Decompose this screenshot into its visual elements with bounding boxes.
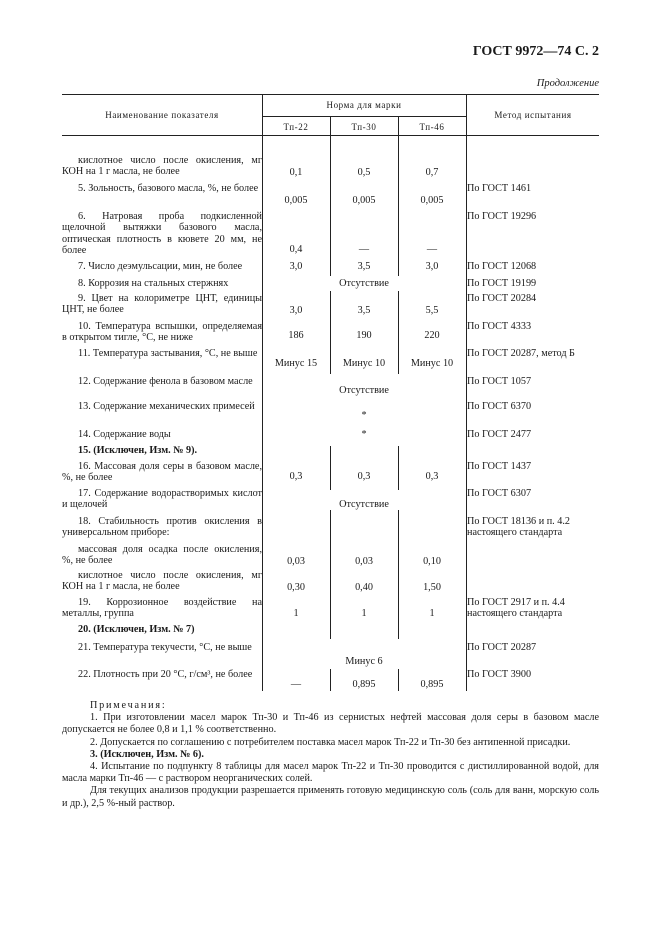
table-cell: 0,40 (355, 582, 373, 593)
table-cell-merged: Минус 6 (345, 656, 383, 667)
table-cell-method: По ГОСТ 20287, метод Б (467, 348, 575, 359)
table-cell-merged: Отсутствие (339, 278, 389, 289)
table-row-name: 14. Содержание воды (78, 429, 171, 440)
table-row-name: 11. Температура застывания, °С, не выше (78, 348, 258, 359)
col-norm-header: Норма для марки (326, 100, 402, 110)
table-cell: 1 (429, 608, 435, 619)
table-cell-method: По ГОСТ 12068 (467, 261, 537, 272)
page-title: ГОСТ 9972—74 С. 2 (472, 44, 599, 59)
table-cell-method: По ГОСТ 6370 (467, 401, 532, 412)
table-cell: Минус 10 (410, 358, 454, 369)
table-cell-merged: Отсутствие (339, 385, 389, 396)
table-cell: — (290, 679, 302, 690)
table-cell: 1 (361, 608, 367, 619)
col-indicator-header: Наименование показателя (105, 110, 219, 120)
table-cell: 0,3 (289, 471, 303, 482)
table-cell-method: По ГОСТ 19199 (467, 278, 537, 289)
col-method-header: Метод испытания (494, 110, 572, 120)
note-item: 2. Допускается по соглашению с потребителем поставка масел марок Тп-22 и Тп-30 без антипенной присадки. (90, 736, 571, 748)
table-cell: 0,005 (352, 195, 376, 206)
table-cell: 0,03 (355, 556, 373, 567)
table-cell-method: По ГОСТ 6307 (467, 488, 532, 499)
table-cell: 0,005 (420, 195, 444, 206)
table-cell: 0,4 (289, 244, 303, 255)
table-cell-method: По ГОСТ 20287 (467, 642, 537, 653)
table-cell: Минус 15 (274, 358, 318, 369)
table-cell: 3,5 (357, 261, 371, 272)
table-cell: 0,3 (425, 471, 439, 482)
table-cell-method: По ГОСТ 3900 (467, 669, 532, 680)
table-row-name: 9. Цвет на колориметре ЦНТ, единицы ЦНТ, не более (62, 293, 262, 316)
table-row-name: 6. Натровая проба подкисленной щелочной вытяжки базового масла, оптическая плотность в кювете 20 мм, не более (62, 211, 262, 257)
table-cell: 0,03 (287, 556, 305, 567)
table-cell: 1 (293, 608, 299, 619)
table-row-name: массовая доля осадка после окисления, %, не более (62, 544, 262, 567)
table-cell-method: По ГОСТ 1437 (467, 461, 532, 472)
table-row-name: 8. Коррозия на стальных стержнях (78, 278, 229, 289)
table-row-name: 19. Коррозионное воздействие на металлы, группа (62, 597, 262, 620)
table-cell: 0,895 (420, 679, 444, 690)
data-table (62, 94, 599, 691)
table-cell-method: По ГОСТ 19296 (467, 211, 537, 222)
table-cell: 1,50 (423, 582, 441, 593)
table-cell: 0,1 (289, 167, 303, 178)
table-row-name: 12. Содержание фенола в базовом масле (78, 376, 253, 387)
table-row-name: 10. Температура вспышки, определяемая в открытом тигле, °С, не ниже (62, 321, 262, 344)
table-row-name: 7. Число деэмульсации, мин, не более (78, 261, 243, 272)
table-row-name: кислотное число после окисления, мг КОН на 1 г масла, не более (62, 155, 262, 178)
table-row-name: 22. Плотность при 20 °С, г/см³, не более (78, 669, 253, 680)
table-cell-method: По ГОСТ 4333 (467, 321, 532, 332)
table-cell: 3,0 (289, 305, 303, 316)
table-cell: Минус 10 (342, 358, 386, 369)
col-grade-2: Тп-30 (351, 122, 377, 132)
table-cell: 0,30 (287, 582, 305, 593)
table-cell: 0,3 (357, 471, 371, 482)
table-cell: — (426, 244, 438, 255)
table-cell-merged: * (361, 429, 367, 440)
table-cell: 190 (356, 330, 372, 341)
table-cell: 186 (288, 330, 304, 341)
table-cell-method: По ГОСТ 1461 (467, 183, 532, 194)
notes-heading: Примечания: (90, 700, 167, 711)
table-cell-method: По ГОСТ 18136 и п. 4.2 настоящего стандарта (467, 516, 570, 539)
table-cell: 220 (424, 330, 440, 341)
notes-section (62, 700, 599, 810)
col-grade-3: Тп-46 (419, 122, 445, 132)
table-cell: 0,5 (357, 167, 371, 178)
col-grade-1: Тп-22 (283, 122, 309, 132)
table-cell: 0,895 (352, 679, 376, 690)
table-cell-method: По ГОСТ 2917 и п. 4.4 настоящего стандарта (467, 597, 565, 620)
table-cell-merged: Отсутствие (339, 499, 389, 510)
table-row-name: 15. (Исключен, Изм. № 9). (78, 445, 198, 456)
note-item: Для текущих анализов продукции разрешается применять готовую медицинскую соль (соль для ванн, морскую соль и др.), 2,5 %-ный раствор. (62, 785, 599, 809)
table-cell-method: По ГОСТ 2477 (467, 429, 532, 440)
table-cell: 3,0 (289, 261, 303, 272)
note-item: 3. (Исключен, Изм. № 6). (90, 748, 204, 760)
continued-label: Продолжение (536, 78, 599, 89)
page-header (0, 0, 661, 100)
note-item: 4. Испытание по подпункту 8 таблицы для масел марок Тп-22 и Тп-30 проводится с дистиллированной водой, для масла марки Тп-46 — с раствором неорганических солей. (62, 761, 599, 785)
table-row-name: 18. Стабильность против окисления в универсальном приборе: (62, 516, 262, 539)
table-cell-merged: * (361, 410, 367, 421)
table-row-name: 13. Содержание механических примесей (78, 401, 255, 412)
table-row-name: 17. Содержание водорастворимых кислот и щелочей (62, 488, 262, 511)
table-row-name: кислотное число после окисления, мг КОН на 1 г масла, не более (62, 570, 262, 593)
note-item: 1. При изготовлении масел марок Тп-30 и Тп-46 из сернистых нефтей массовая доля серы в базовом масле допускается не более 0,8 и 1,1 % соответственно. (62, 712, 599, 736)
table-row-name: 16. Массовая доля серы в базовом масле, %, не более (62, 461, 262, 484)
table-cell: — (358, 244, 370, 255)
table-cell-method: По ГОСТ 20284 (467, 293, 537, 304)
table-cell: 3,0 (425, 261, 439, 272)
table-row-name: 21. Температура текучести, °С, не выше (78, 642, 252, 653)
table-cell: 5,5 (425, 305, 439, 316)
table-cell: 0,005 (284, 195, 308, 206)
table-cell: 0,10 (423, 556, 441, 567)
table-cell-method: По ГОСТ 1057 (467, 376, 532, 387)
table-row-name: 20. (Исключен, Изм. № 7) (78, 624, 195, 635)
table-cell: 0,7 (425, 167, 439, 178)
table-cell: 3,5 (357, 305, 371, 316)
table-row-name: 5. Зольность, базового масла, %, не более (78, 183, 259, 194)
